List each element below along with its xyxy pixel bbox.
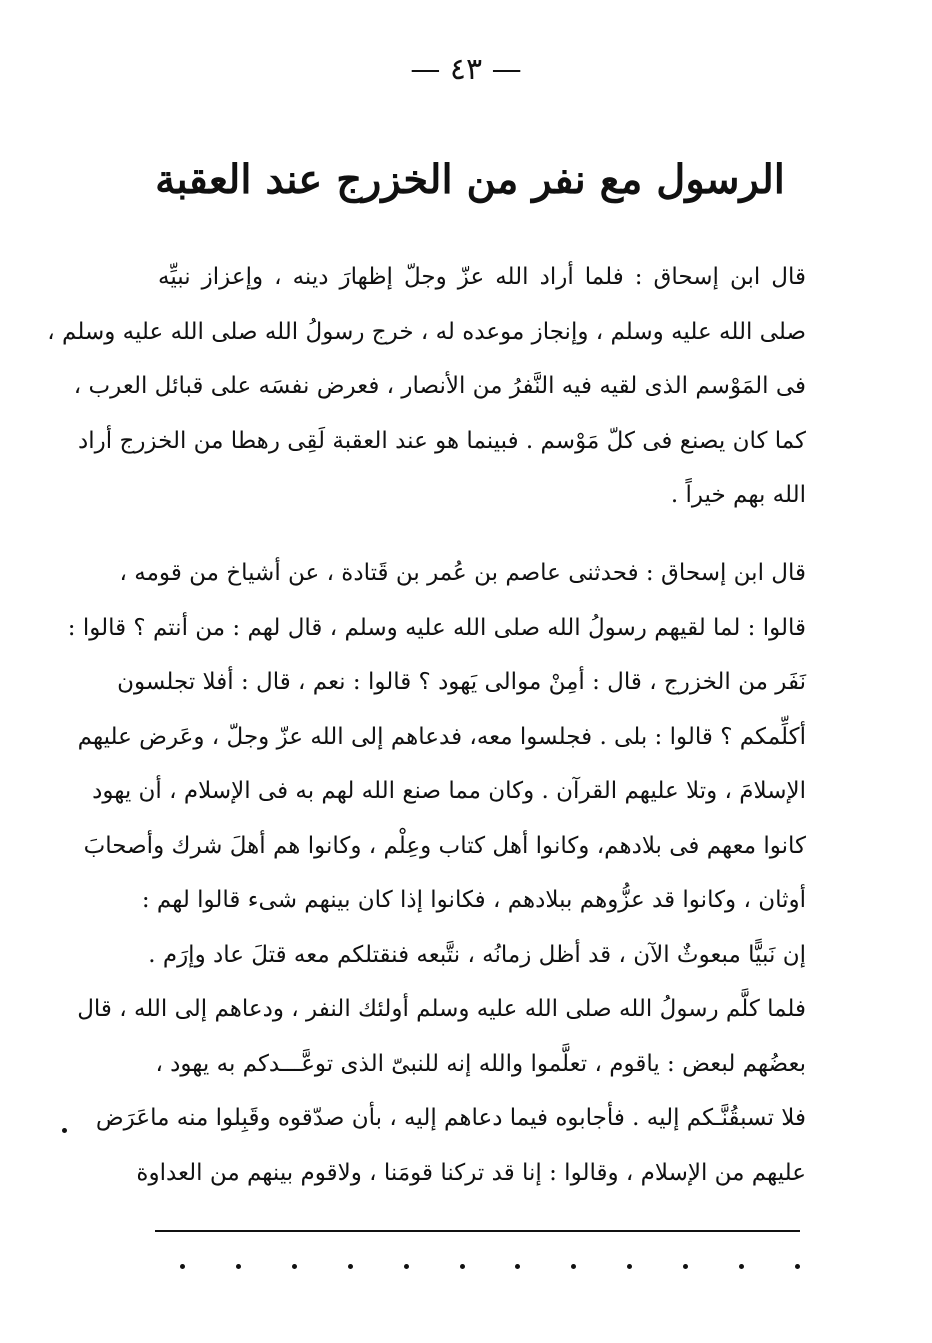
text-line: الإسلامَ ، وتلا عليهم القرآن . وكان مما صنع الله لهم به فى الإسلام ، أن يهود [92, 778, 806, 804]
footnote-dot [739, 1264, 744, 1269]
text-line: كانوا معهم فى بلادهم، وكانوا أهل كتاب وعِلْم ، وكانوا هم أهلَ شرك وأصحابَ [83, 832, 806, 859]
footnote-dot [460, 1264, 465, 1269]
text-line: قال ابن إسحاق : فلما أراد الله عزّ وجلّ إظهارَ دينه ، وإعزاز نبيِّه [158, 264, 806, 290]
text-line: قالوا : لما لقيهم رسولُ الله صلى الله عليه وسلم ، قال لهم : من أنتم ؟ قالوا : [67, 614, 806, 641]
footnote-dots [180, 1256, 800, 1276]
text-line: أكلِّمكم ؟ قالوا : بلى . فجلسوا معه، فدعاهم إلى الله عزّ وجلّ ، وعَرض عليهم [77, 723, 806, 750]
footnote-dot [627, 1264, 632, 1269]
text-line: نَفَر من الخزرج ، قال : أمِنْ موالى يَهود ؟ قالوا : نعم ، قال : أفلا تجلسون [117, 669, 806, 695]
text-line: فلما كلَّم رسولُ الله صلى الله عليه وسلم أولئك النفر ، ودعاهم إلى الله ، قال [77, 996, 806, 1022]
footnote-dot [236, 1264, 241, 1269]
text-line: صلى الله عليه وسلم ، وإنجاز موعده له ، خرج رسولُ الله صلى الله عليه وسلم ، [47, 318, 806, 345]
footnote-dot [571, 1264, 576, 1269]
text-line: قال ابن إسحاق : فحدثنى عاصم بن عُمر بن قَتادة ، عن أشياخ من قومه ، [119, 560, 806, 586]
footnote-dot [292, 1264, 297, 1269]
footnote-dot [795, 1264, 800, 1269]
paragraph-1 [47, 250, 806, 523]
paragraph-2 [67, 546, 806, 1200]
footnote-dot [180, 1264, 185, 1269]
page-number: — ٤٣ — [410, 52, 522, 87]
footnote-dot [515, 1264, 520, 1269]
footnote-dot [683, 1264, 688, 1269]
text-line: بعضُهم لبعض : ياقوم ، تعلَّموا والله إنه للنبىّ الذى توعَّـــدكم به يهود ، [155, 1050, 806, 1077]
text-line: فى المَوْسم الذى لقيه فيه النَّفرُ من الأنصار ، فعرض نفسَه على قبائل العرب ، [73, 373, 806, 399]
text-line: إن نَبيًّا مبعوثٌ الآن ، قد أظل زمانُه ، نتَّبعه فنقتلكم معه قتلَ عاد وإرَم . [148, 941, 806, 968]
text-line: كما كان يصنع فى كلّ مَوْسم . فبينما هو عند العقبة لَقِى رهطا من الخزرج أراد [78, 427, 806, 454]
margin-mark [62, 1128, 67, 1133]
text-line: الله بهم خيراً . [670, 482, 806, 508]
chapter-title: الرسول مع نفر من الخزرج عند العقبة [155, 156, 785, 203]
text-line: أوثان ، وكانوا قد عزُّوهم ببلادهم ، فكانوا إذا كان بينهم شىء قالوا لهم : [141, 887, 806, 913]
footnote-dot [348, 1264, 353, 1269]
footnote-rule [155, 1230, 800, 1232]
footnote-dot [404, 1264, 409, 1269]
text-line: عليهم من الإسلام ، وقالوا : إنا قد تركنا قومَنا ، ولاقوم بينهم من العداوة [136, 1159, 806, 1186]
text-line: فلا تسبقُنَّـكم إليه . فأجابوه فيما دعاهم إليه ، بأن صدّقوه وقَبِلوا منه ماعَرَض [95, 1105, 806, 1131]
